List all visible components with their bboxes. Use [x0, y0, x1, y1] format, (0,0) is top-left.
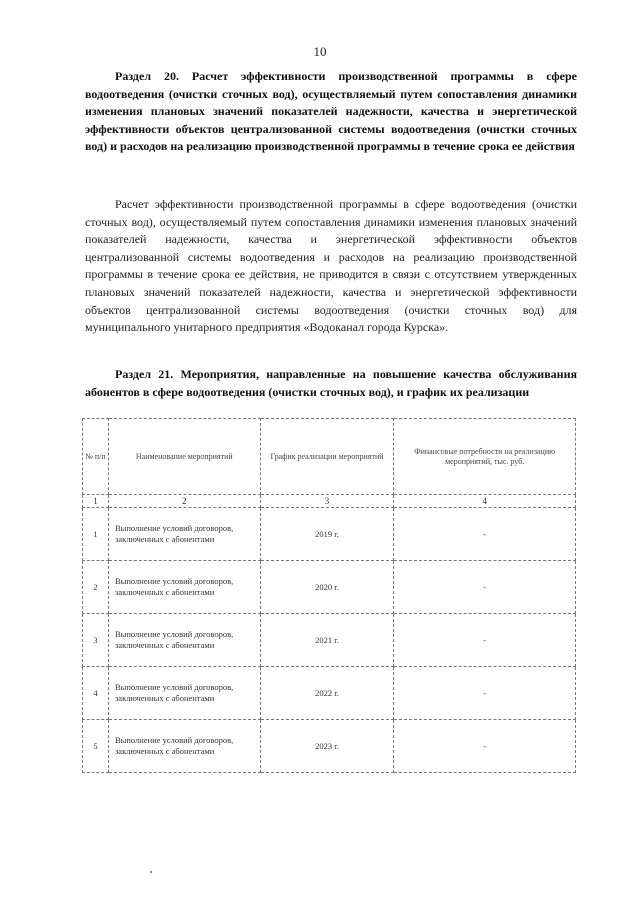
row-name: Выполнение условий договоров, заключенных с абонентами [108, 508, 260, 561]
table-row [83, 720, 576, 773]
column-number: 2 [108, 495, 260, 508]
column-number-row [83, 495, 576, 508]
row-name: Выполнение условий договоров, заключенных с абонентами [108, 667, 260, 720]
row-finance: - [394, 561, 576, 614]
row-finance: - [394, 614, 576, 667]
column-number: 4 [394, 495, 576, 508]
row-name: Выполнение условий договоров, заключенных с абонентами [108, 561, 260, 614]
section-20-heading: Раздел 20. Расчет эффективности производственной программы в сфере водоотведения (очистки сточных вод), осуществляемый путем сопоставления динамики изменения плановых значений показателей надежности, качества и энергетической эффективности объектов централизованной системы водоотведения (очистки сточных вод) и расходов на реализацию производственной программы в течение срока ее действия [85, 69, 577, 153]
column-number: 1 [83, 495, 109, 508]
header-schedule: График реализации мероприятий [260, 419, 394, 495]
header-name: Наименование мероприятий [108, 419, 260, 495]
column-number: 3 [260, 495, 394, 508]
table-row [83, 561, 576, 614]
row-finance: - [394, 667, 576, 720]
row-num: 4 [83, 667, 109, 720]
row-schedule: 2020 г. [260, 561, 394, 614]
table-header-row [83, 419, 576, 495]
row-schedule: 2021 г. [260, 614, 394, 667]
header-finance: Финансовые потребности на реализацию мероприятий, тыс. руб. [394, 419, 576, 495]
header-num: № п/п [83, 419, 109, 495]
row-finance: - [394, 720, 576, 773]
row-num: 5 [83, 720, 109, 773]
page-number: 10 [313, 44, 327, 59]
row-schedule: 2022 г. [260, 667, 394, 720]
row-schedule: 2019 г. [260, 508, 394, 561]
row-num: 2 [83, 561, 109, 614]
section-21-heading: Раздел 21. Мероприятия, направленные на повышение качества обслуживания абонентов в сфере водоотведения (очистки сточных вод), и график их реализации [85, 367, 577, 399]
row-num: 1 [83, 508, 109, 561]
table-row [83, 508, 576, 561]
row-num: 3 [83, 614, 109, 667]
row-schedule: 2023 г. [260, 720, 394, 773]
section-20-body: Расчет эффективности производственной программы в сфере водоотведения (очистки сточных вод), осуществляемый путем сопоставления динамики изменения плановых значений показателей надежности, качества и энергетической эффективности объектов централизованной системы водоотведения и расходов на реализацию производственной программы в течение срока ее действия, не приводится в связи с отсутствием утвержденных плановых значений показателей надежности, качества и энергетической эффективности объектов централизованной системы водоотведения (очистки сточных вод) для муниципального унитарного предприятия «Водоканал города Курска». [85, 197, 577, 335]
row-name: Выполнение условий договоров, заключенных с абонентами [108, 720, 260, 773]
row-name: Выполнение условий договоров, заключенных с абонентами [108, 614, 260, 667]
measures-table [82, 418, 576, 773]
table-row [83, 614, 576, 667]
table-row [83, 667, 576, 720]
scan-speck [150, 871, 152, 873]
row-finance: - [394, 508, 576, 561]
